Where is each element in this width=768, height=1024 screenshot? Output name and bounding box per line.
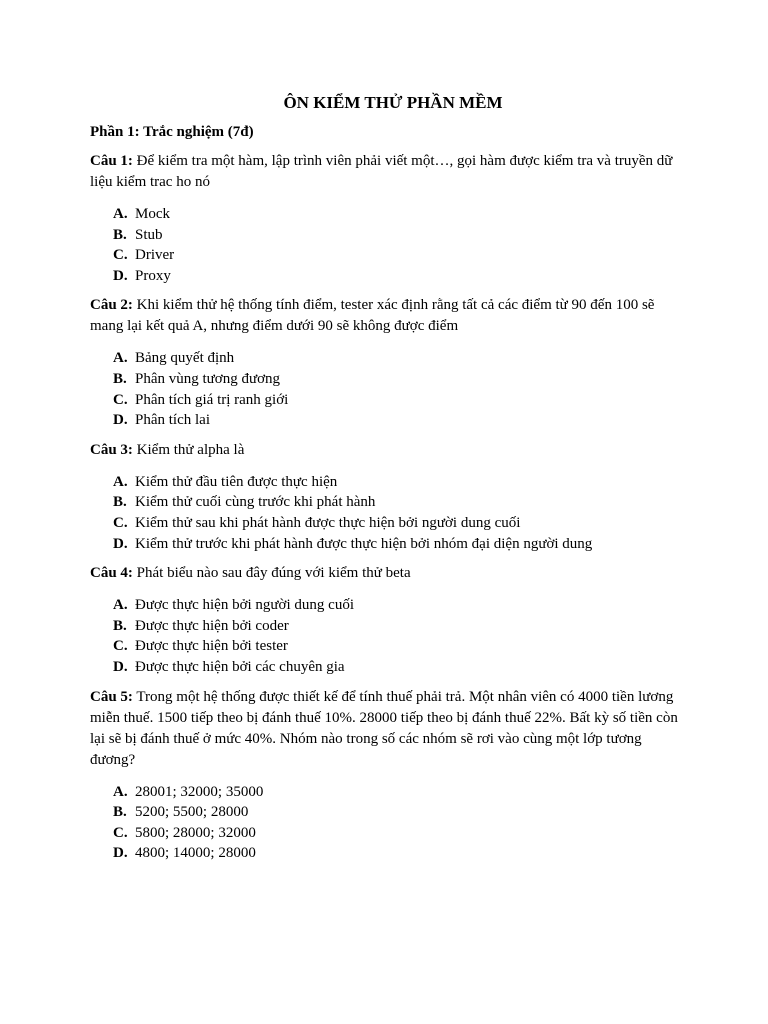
option-letter: B.: [113, 226, 127, 243]
question-number: Câu 3:: [90, 441, 133, 458]
option-letter: C.: [113, 391, 128, 408]
question-body: Phát biểu nào sau đây đúng với kiểm thử beta: [136, 565, 411, 582]
question-body: Để kiểm tra một hàm, lập trình viên phải viết một…, gọi hàm được kiểm tra và truyền dữ liệu kiểm trac ho nó: [90, 153, 673, 190]
answer-option: [113, 802, 690, 823]
option-letter: B.: [113, 370, 127, 387]
answer-option: [113, 782, 690, 803]
option-text: 5200; 5500; 28000: [135, 804, 249, 821]
answer-option: [113, 266, 690, 287]
option-letter: A.: [113, 597, 128, 614]
answer-option: [113, 369, 690, 390]
option-text: 4800; 14000; 28000: [135, 845, 256, 862]
option-letter: C.: [113, 247, 128, 264]
document-page: [90, 92, 690, 873]
option-text: Được thực hiện bởi các chuyên gia: [135, 658, 345, 675]
answer-option: [113, 204, 690, 225]
section-title: Phần 1: Trắc nghiệm (7đ): [90, 124, 254, 140]
answer-option: [113, 843, 690, 864]
option-text: Được thực hiện bởi coder: [135, 617, 289, 634]
option-text: 5800; 28000; 32000: [135, 824, 256, 841]
answer-option: [113, 513, 690, 534]
option-letter: A.: [113, 206, 128, 222]
question-body: Khi kiểm thử hệ thống tính điểm, tester xác định rằng tất cả các điểm từ 90 đến 100 sẽ mang lại kết quả A, nhưng điểm dưới 90 sẽ không được điểm: [90, 297, 655, 335]
option-letter: A.: [113, 350, 128, 367]
answer-options: [90, 472, 690, 554]
answer-options: [90, 782, 690, 864]
option-text: Được thực hiện bởi người dung cuối: [135, 597, 354, 614]
option-letter: A.: [113, 783, 128, 800]
question-number: Câu 4:: [90, 565, 133, 582]
option-text: Phân vùng tương đương: [135, 370, 281, 387]
answer-option: [113, 595, 690, 616]
answer-option: [113, 348, 690, 369]
option-text: Bảng quyết định: [135, 350, 235, 367]
answer-option: [113, 823, 690, 844]
option-text: Kiểm thử cuối cùng trước khi phát hành: [135, 494, 376, 511]
answer-option: [113, 616, 690, 637]
option-text: Proxy: [135, 267, 171, 284]
option-text: Kiểm thử sau khi phát hành được thực hiện bởi người dung cuối: [135, 514, 521, 531]
option-letter: D.: [113, 412, 128, 429]
document-title: ÔN KIỂM THỬ PHẦN MỀM: [283, 93, 503, 112]
answer-option: [113, 225, 690, 246]
question-number: Câu 5:: [90, 688, 133, 705]
option-text: Phân tích giá trị ranh giới: [135, 391, 289, 408]
option-letter: D.: [113, 267, 128, 284]
option-text: Kiểm thử trước khi phát hành được thực hiện bởi nhóm đại diện người dung: [135, 535, 593, 552]
question-body: Kiểm thử alpha là: [136, 441, 245, 458]
option-letter: B.: [113, 617, 127, 634]
option-text: Phân tích lai: [135, 412, 210, 429]
option-text: Stub: [135, 226, 163, 243]
question-text: [90, 440, 690, 461]
question-text: [90, 563, 690, 584]
option-letter: B.: [113, 494, 127, 511]
question-list: [90, 151, 690, 864]
option-letter: D.: [113, 845, 128, 862]
option-text: Driver: [135, 247, 175, 264]
question-3: [90, 440, 690, 554]
option-letter: C.: [113, 824, 128, 841]
option-text: Mock: [135, 206, 170, 222]
answer-option: [113, 390, 690, 411]
option-letter: D.: [113, 658, 128, 675]
question-number: Câu 2:: [90, 297, 133, 314]
question-text: [90, 151, 690, 193]
option-letter: C.: [113, 514, 128, 531]
answer-options: [90, 204, 690, 286]
option-letter: D.: [113, 535, 128, 552]
option-text: Được thực hiện bởi tester: [135, 638, 288, 655]
answer-option: [113, 492, 690, 513]
option-letter: C.: [113, 638, 128, 655]
answer-options: [90, 595, 690, 677]
answer-option: [113, 245, 690, 266]
answer-option: [113, 410, 690, 431]
answer-options: [90, 348, 690, 430]
question-number: Câu 1:: [90, 153, 133, 169]
answer-option: [113, 636, 690, 657]
option-letter: B.: [113, 804, 127, 821]
option-letter: A.: [113, 473, 128, 490]
answer-option: [113, 657, 690, 678]
question-text: [90, 295, 690, 337]
option-text: Kiểm thử đầu tiên được thực hiện: [135, 473, 338, 490]
question-2: [90, 295, 690, 430]
question-5: [90, 687, 690, 864]
question-4: [90, 563, 690, 677]
question-1: [90, 151, 690, 286]
question-body: Trong một hệ thống được thiết kế để tính thuế phải trả. Một nhân viên có 4000 tiền lương miễn thuế. 1500 tiếp theo bị đánh thuế 10%. 28000 tiếp theo bị đánh thuế 22%. Bất kỳ số tiền còn lại sẽ bị đánh thuế ở mức 40%. Nhóm nào trong số các nhóm sẽ rơi vào cùng một lớp tương đương?: [90, 688, 678, 768]
answer-option: [113, 472, 690, 493]
question-text: [90, 687, 690, 771]
answer-option: [113, 534, 690, 555]
option-text: 28001; 32000; 35000: [135, 783, 264, 800]
